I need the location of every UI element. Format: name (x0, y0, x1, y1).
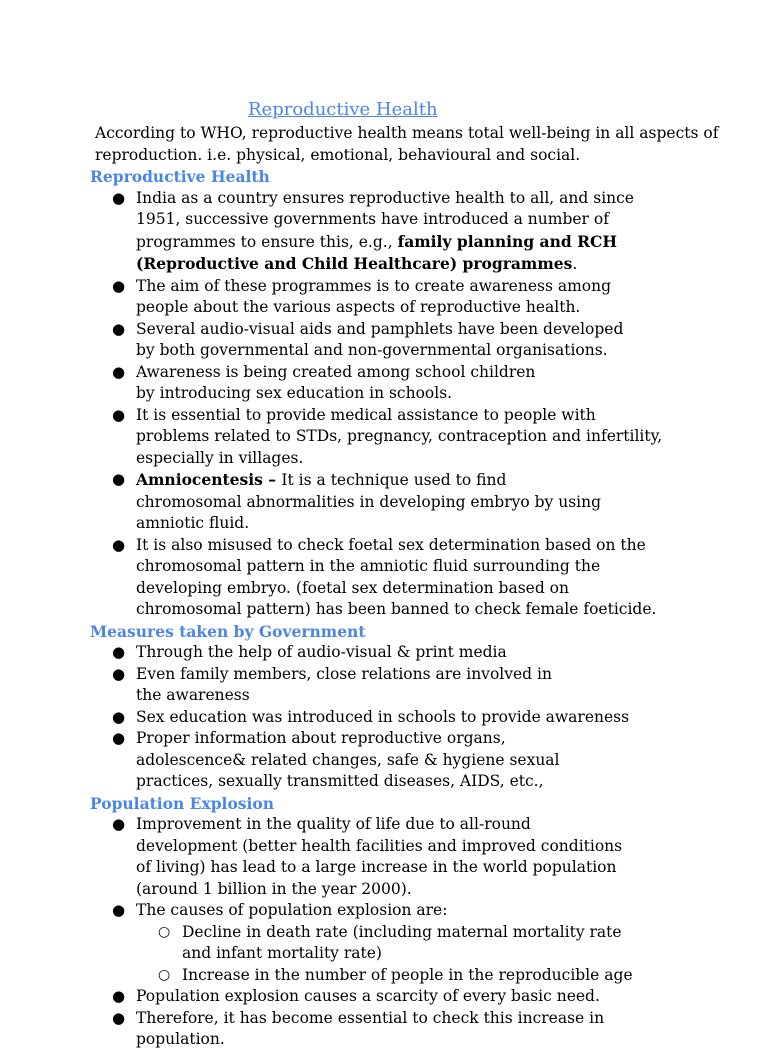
page-title: Reproductive Health (248, 99, 438, 120)
list-item: ● It is also misused to check foetal sex determination based on the chromosomal pattern in the amniotic fluid surrounding the developing embryo. (foetal sex determination based on chromosomal pattern) has been banned to check female foeticide. (136, 535, 666, 621)
list-item: ● It is essential to provide medical assistance to people with problems related to STDs, pregnancy, contraception and infertility, especially in villages. (136, 405, 666, 470)
list-item: ● Improvement in the quality of life due to all-round development (better health facilities and improved conditions of living) has lead to a large increase in the world population (around 1 billion in the year 2000). (136, 814, 626, 900)
list-item: ● Through the help of audio-visual & print media (136, 642, 656, 664)
list-item: ● Therefore, it has become essential to check this increase in population. (136, 1008, 696, 1051)
list-item: ● The causes of population explosion are: ○ Decline in death rate (including maternal mortality rate and infant mortality rate) ○ Increase in the number of people in the reproducible age (136, 900, 656, 986)
document-body (90, 166, 750, 1051)
list-item: ● Sex education was introduced in schools to provide awareness (136, 707, 656, 729)
list-item: ● Several audio-visual aids and pamphlets have been developed by both governmental and non-governmental organisations. (136, 319, 636, 362)
section-heading-measures: Measures taken by Government (90, 621, 366, 641)
bullet-list (90, 642, 750, 793)
list-item: ● Awareness is being created among school children by introducing sex education in schools. (136, 362, 556, 405)
sub-list-item: ○ Decline in death rate (including maternal mortality rate and infant mortality rate) (182, 922, 652, 965)
bullet-list (90, 188, 750, 621)
list-item: ● The aim of these programmes is to create awareness among people about the various aspects of reproductive health. (136, 276, 656, 319)
section-heading-reproductive-health: Reproductive Health (90, 167, 270, 186)
sub-list (136, 922, 656, 987)
sub-list-item: ○ Increase in the number of people in the reproducible age (182, 965, 652, 987)
intro-paragraph: According to WHO, reproductive health means total well-being in all aspects of reproduction. i.e. physical, emotional, behavioural and social. (95, 124, 719, 164)
list-item: ● Population explosion causes a scarcity of every basic need. (136, 986, 676, 1008)
bold-phrase: family planning and RCH (Reproductive and Child Healthcare) programmes (136, 231, 617, 273)
list-item: ● Amniocentesis – It is a technique used to find chromosomal abnormalities in developing embryo by using amniotic fluid. (136, 469, 606, 535)
list-item: ● Proper information about reproductive organs, adolescence& related changes, safe & hygiene sexual practices, sexually transmitted diseases, AIDS, etc., (136, 728, 616, 793)
section-heading-population-explosion: Population Explosion (90, 793, 275, 813)
bold-term: Amniocentesis – (136, 470, 282, 489)
list-item: ● Even family members, close relations are involved in the awareness (136, 664, 576, 707)
bullet-list (90, 814, 750, 1051)
list-item: ● India as a country ensures reproductive health to all, and since 1951, successive governments have introduced a number of programmes to ensure this, e.g., family planning and RCH (Reproductive and Child Healthcare) programmes. (136, 188, 666, 276)
